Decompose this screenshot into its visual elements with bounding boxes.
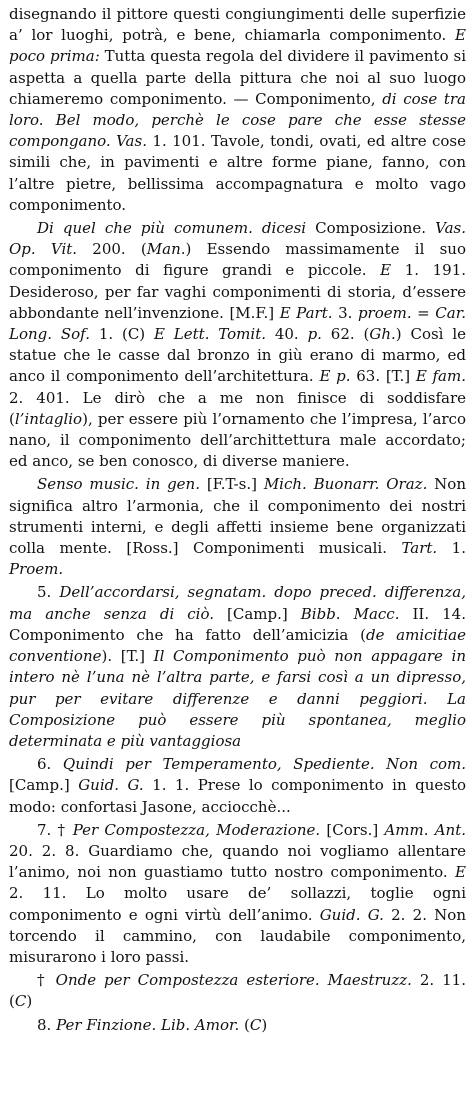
italic-text: Onde per Compostezza esteriore. Maestruzz. — [55, 971, 412, 990]
text-span: 7. † — [37, 820, 73, 839]
text-span: 2. 2. Non torcendo il cammino, con laudabile componimento, misurarono i loro passi. — [9, 905, 466, 966]
text-span: ) — [261, 1015, 268, 1034]
italic-text: Gh. — [369, 325, 396, 344]
text-span: 6. — [37, 755, 63, 774]
italic-text: Mich. Buonarr. Oraz. — [263, 475, 428, 494]
italic-text: Quindi per Temperamento, Spediente. Non com. — [62, 755, 466, 774]
text-span: ( — [239, 1015, 250, 1034]
italic-text: Il Componimento può non appagare in intero nè l’una nè l’altra parte, e farsi così a un dipresso, pur per evitare differenze e danni peggiori. La Composizione può essere più spontanea, meglio determinata e più vantaggiosa — [9, 647, 466, 750]
text-span: 5. — [37, 583, 60, 602]
text-span: 1. — [437, 539, 466, 558]
italic-text: Per Finzione. Lib. Amor. — [56, 1015, 240, 1034]
text-span: Composizione. — [306, 219, 436, 238]
text-column — [9, 4, 466, 1036]
italic-text: Amm. Ant. — [384, 820, 466, 839]
italic-text: Vas. Op. Vit. — [9, 219, 466, 259]
text-span: 200. ( — [77, 240, 147, 259]
italic-text: Di quel che più comunem. dicesi — [37, 219, 307, 238]
text-span: 2. 11. Lo molto usare de’ sollazzi, toglie ogni componimento e ogni virtù dell’animo. — [9, 884, 466, 924]
italic-text: di cose tra loro. Bel modo, perchè le cose pare che esse stesse compongano. Vas. — [9, 89, 466, 151]
italic-text: proem. = Car. Long. Sof. — [9, 303, 466, 344]
entry-paragraph — [9, 1015, 466, 1036]
italic-text: Man. — [146, 240, 186, 259]
entry-paragraph — [9, 754, 466, 818]
italic-text: Tart. — [401, 539, 438, 558]
italic-text: E — [380, 261, 392, 280]
entry-paragraph — [9, 582, 466, 752]
text-span: 1. 101. Tavole, tondi, ovati, ed altre cose simili che, in pavimenti e altre forme piane, fanno, con l’altre pietre, bellissima accompagnatura e molto vago componimento. — [9, 132, 466, 214]
text-span: ). [T.] — [101, 647, 154, 666]
text-span: 40. — [266, 325, 308, 344]
entry-paragraph — [9, 820, 466, 968]
text-span: 8. — [37, 1015, 57, 1034]
italic-text: l’intaglio — [14, 409, 83, 428]
text-span: [Camp.] — [214, 604, 301, 623]
italic-text: Proem. — [9, 560, 64, 579]
italic-text: p. — [307, 325, 322, 344]
text-span: 20. 2. 8. Guardiamo che, quando noi vogliamo allentare l’animo, noi non guastiamo tutto nostro componimento. — [9, 841, 466, 882]
italic-text: Per Compostezza, Moderazione. — [72, 820, 321, 839]
text-span: 3. — [332, 303, 358, 322]
text-span: Non significa altro l’armonia, che il componimento dei nostri strumenti interni, e degli affetti insieme bene organizzati colla mente. [Ross.] Componimenti musicali. — [9, 475, 466, 558]
text-span: 2. 401. Le dirò che a me non finisce di soddisfare ( — [9, 388, 466, 428]
entry-paragraph — [9, 218, 466, 472]
italic-text: E — [455, 863, 466, 882]
entry-paragraph — [9, 970, 466, 1012]
text-span: † — [37, 971, 56, 990]
text-span: disegnando il pittore questi congiungimenti delle superfizie a’ lor luoghi, potrà, e bene, chiamarla componimento. — [9, 5, 466, 45]
italic-text: C — [249, 1015, 262, 1034]
text-span: Tutta questa regola del dividere il pavimento si aspetta a quella parte della pittura che noi al suo luogo chiameremo componimento. — Componimento, — [9, 47, 466, 108]
text-span: ) — [26, 992, 33, 1011]
italic-text: Guid. G. — [78, 776, 144, 795]
text-span: 62. ( — [321, 325, 370, 344]
text-span: 63. [T.] — [350, 367, 416, 386]
italic-text: Guid. G. — [319, 905, 384, 924]
italic-text: E Lett. Tomit. — [154, 325, 266, 344]
text-span: [Camp.] — [9, 776, 79, 795]
text-span: ) Così le statue che le casse dal bronzo in giù erano di marmo, ed anco il componimento dell’architettura. — [9, 325, 466, 386]
text-span: ) Essendo massimamente il suo componimento di figure grandi e piccole. — [9, 240, 466, 280]
italic-text: E poco prima: — [9, 26, 466, 66]
text-span: II. 14. Componimento che ha fatto dell’amicizia ( — [9, 604, 466, 644]
italic-text: E p. — [319, 367, 351, 386]
italic-text: Bibb. Macc. — [300, 604, 400, 623]
italic-text: de amicitiae conventione — [9, 625, 466, 666]
italic-text: Dell’accordarsi, segnatam. dopo preced. differenza, ma anche senza di ciò. — [9, 583, 466, 623]
text-span: 1. (C) — [89, 325, 154, 344]
italic-text: E Part. — [279, 303, 333, 322]
text-span: 1. 191. Desideroso, per far vaghi componimenti di storia, d’essere abbondante nell’invenzione. [M.F.] — [9, 261, 466, 322]
text-span: 2. 11. ( — [9, 971, 466, 1011]
italic-text: E fam. — [415, 367, 466, 386]
entry-paragraph — [9, 4, 466, 216]
italic-text: C — [14, 992, 27, 1011]
text-span: [Cors.] — [320, 820, 385, 839]
text-span: 1. 1. Prese lo componimento in questo modo: confortasi Jasone, acciocchè... — [9, 776, 466, 816]
text-span: ), per essere più l’ornamento che l’impresa, l’arco nano, il componimento dell’archittettura male accordato; ed anco, se ben conosco, di diverse maniere. — [9, 409, 466, 471]
italic-text: Senso music. in gen. — [37, 475, 200, 494]
text-span: [F.T-s.] — [199, 475, 264, 494]
entry-paragraph — [9, 474, 466, 580]
